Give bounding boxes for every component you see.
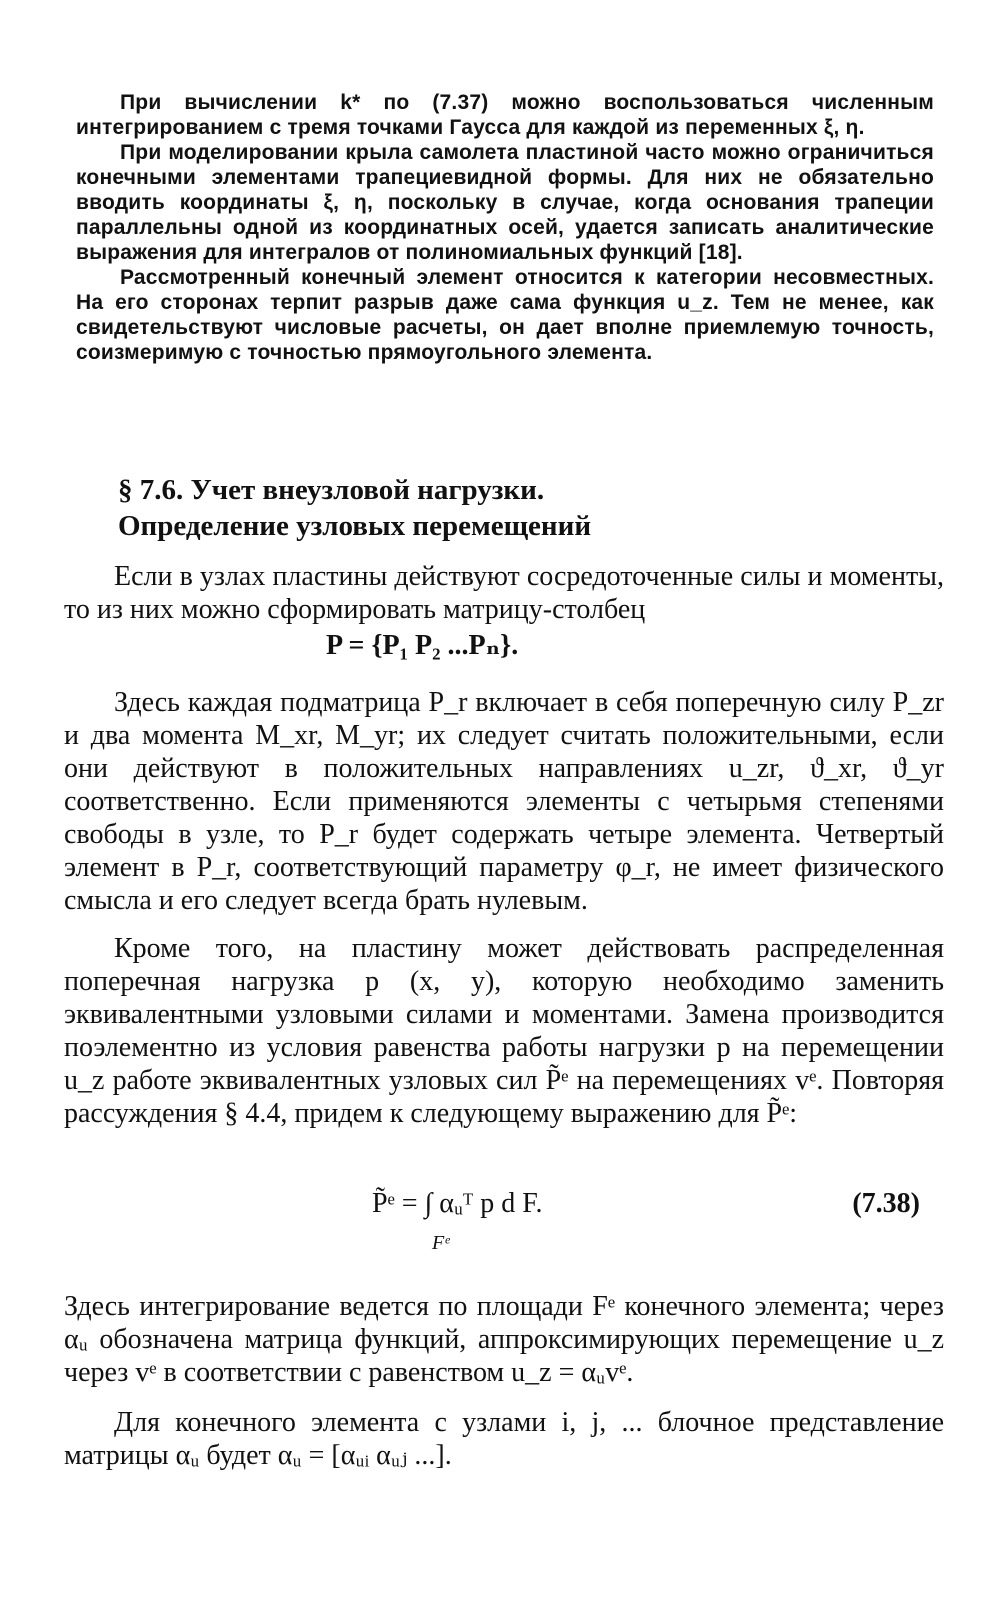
section-title-line1: § 7.6. Учет внеузловой нагрузки.	[118, 474, 545, 506]
equation-integral-subscript: Fᵉ	[432, 1232, 450, 1254]
equation-load-vector: P = {P₁ P₂ ...Pₙ}.	[326, 630, 519, 661]
paragraph-text: Кроме того, на пластину может действовать распределенная поперечная нагрузка p (x, y), которую необходимо заменить эквивалентными узловыми силами и моментами. Замена производится поэлементно из условия равенства работы нагрузки p на перемещении u_z работе эквивалентных узловых сил P̃ᵉ на перемещениях vᵉ. Повторяя рассуждения § 4.4, придем к следующему выражению для P̃ᵉ:	[64, 933, 944, 1129]
body-paragraph-1	[64, 560, 944, 626]
paragraph-gauss-integration: При вычислении k* по (7.37) можно воспользоваться численным интегрированием с тремя точками Гаусса для каждой из переменных ξ, η.	[76, 91, 934, 139]
small-print-block	[76, 90, 934, 365]
paragraph-trapezoid-elements: При моделировании крыла самолета пластиной часто можно ограничиться конечными элементами трапециевидной формы. Для них не обязательно вводить координаты ξ, η, поскольку в случае, когда основания трапеции параллельны одной из координатных осей, удается записать аналитические выражения для интегралов от полиномиальных функций [18].	[76, 141, 934, 264]
body-paragraph-4	[64, 1290, 944, 1389]
paragraph-text: Здесь каждая подматрица P_r включает в себя поперечную силу P_zr и два момента M_xr, M_yr; их следует считать положительными, если они действуют в положительных направлениях u_zr, ϑ_xr, ϑ_yr соответственно. Если применяются элементы с четырьмя степенями свободы в узле, то P_r будет содержать четыре элемента. Четвертый элемент в P_r, соответствующий параметру φ_r, не имеет физического смысла и его следует всегда брать нулевым.	[64, 687, 944, 916]
paragraph-text: Для конечного элемента с узлами i, j, ... блочное представление матрицы αᵤ будет αᵤ = [αᵤᵢ αᵤⱼ ...].	[64, 1407, 944, 1471]
paragraph-text: Здесь интегрирование ведется по площади Fᵉ конечного элемента; через αᵤ обозначена матрица функций, аппроксимирующих перемещение u_z через vᵉ в соответствии с равенством u_z = αᵤvᵉ.	[64, 1291, 944, 1388]
body-paragraph-2	[64, 686, 944, 917]
paragraph-text: Если в узлах пластины действуют сосредоточенные силы и моменты, то из них можно сформировать матрицу-столбец	[64, 561, 944, 625]
paragraph-incompatible-element: Рассмотренный конечный элемент относится к категории несовместных. На его сторонах терпит разрыв даже сама функция u_z. Тем не менее, как свидетельствуют числовые расчеты, он дает вполне приемлемую точность, соизмеримую с точностью прямоугольного элемента.	[76, 266, 934, 364]
equation-number: (7.38)	[852, 1188, 920, 1219]
section-title-line2: Определение узловых перемещений	[118, 510, 592, 542]
section-heading	[118, 472, 938, 544]
equation-7-38: P̃ᵉ = ∫ αᵤᵀ p d F.	[372, 1188, 543, 1219]
body-paragraph-3	[64, 932, 944, 1130]
body-paragraph-5	[64, 1406, 944, 1472]
